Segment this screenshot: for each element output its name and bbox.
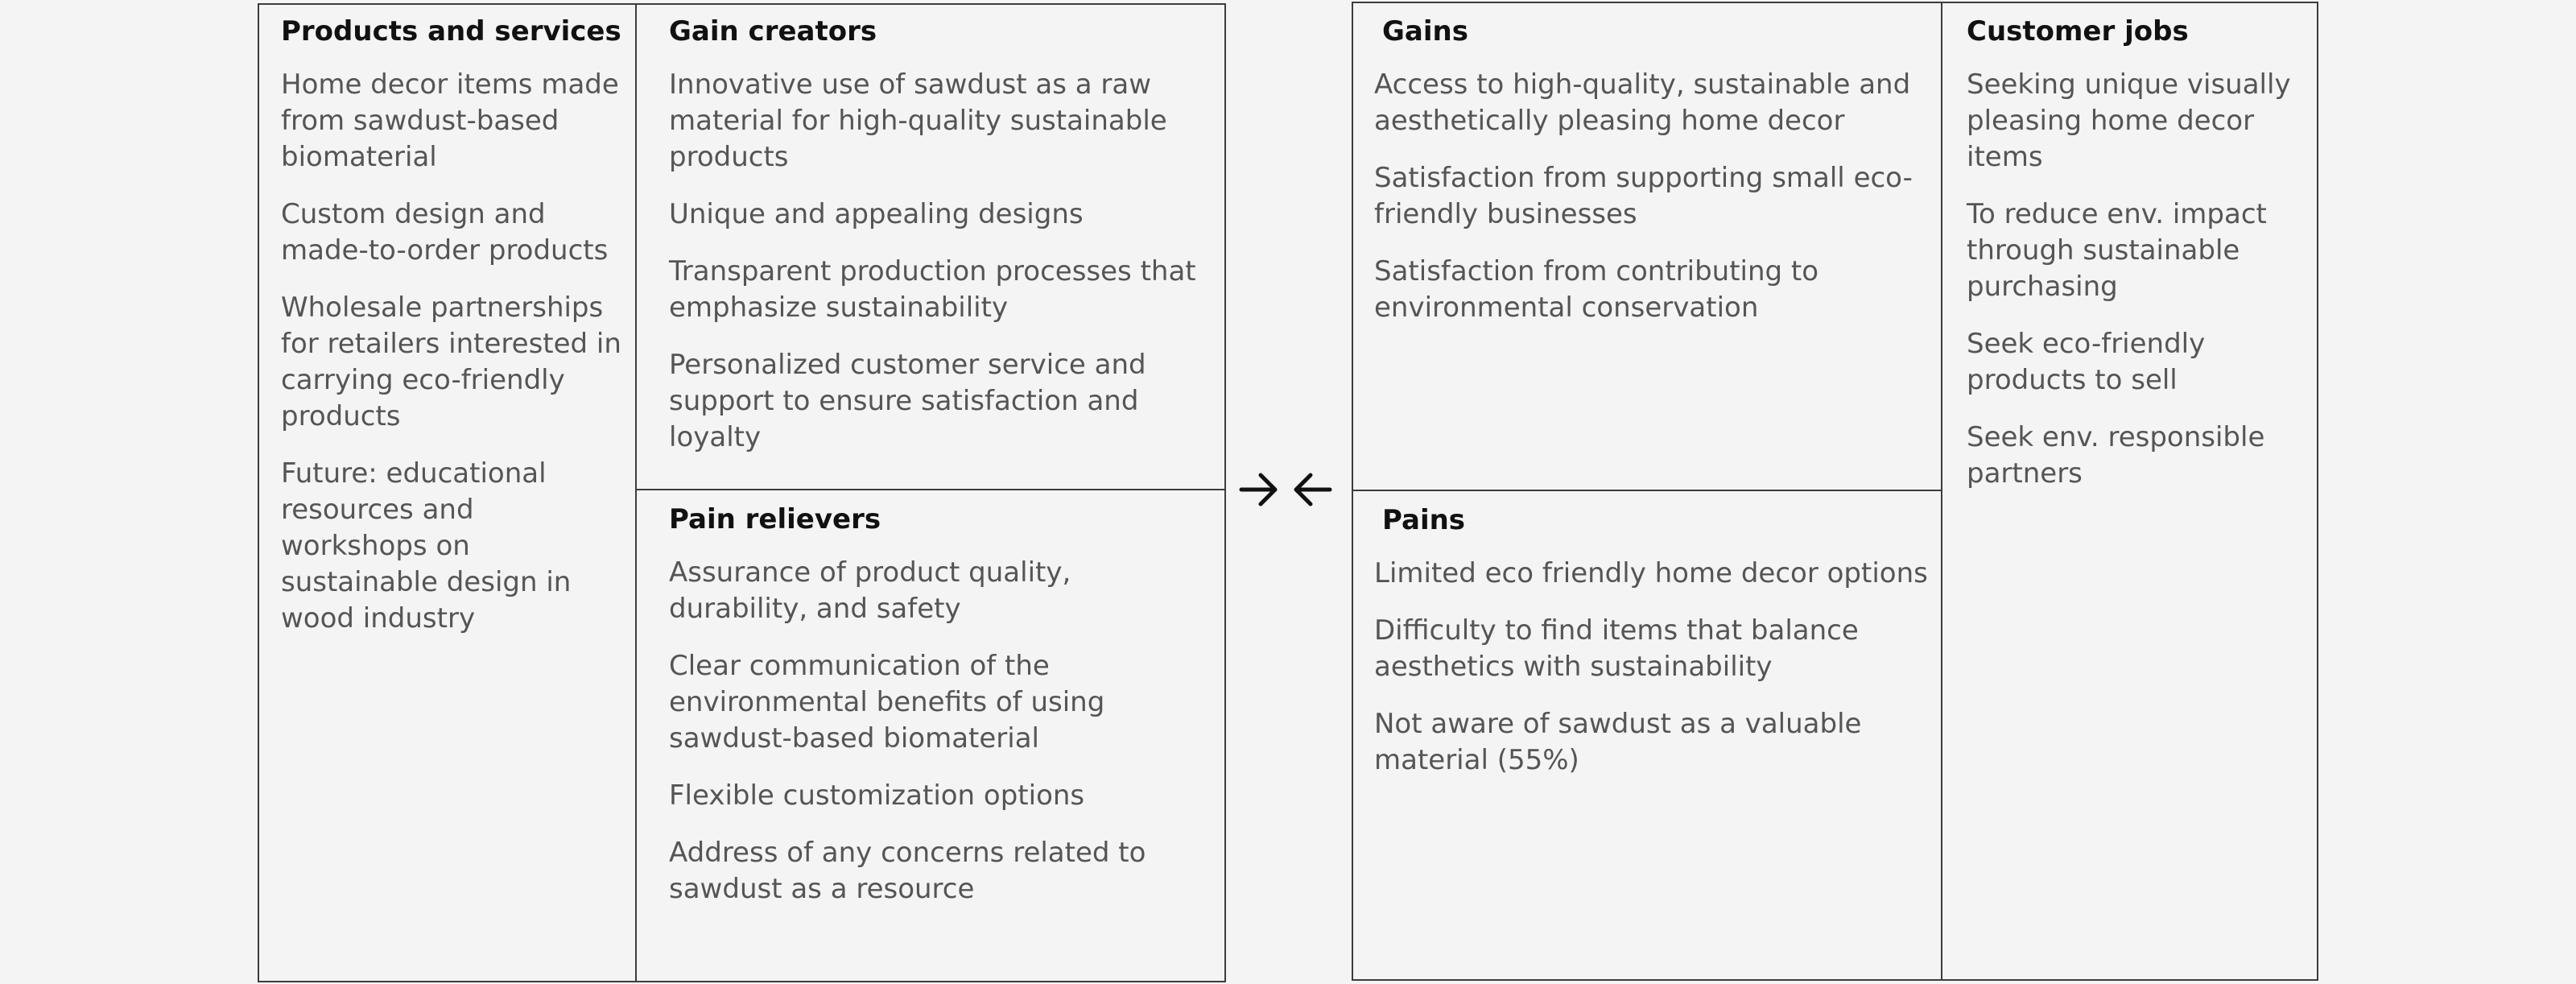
arrow-right-icon <box>1241 475 1275 504</box>
gains-title: Gains <box>1382 15 1468 48</box>
list-item: Wholesale partnerships for retailers interested in carrying eco-friendly products <box>281 291 621 432</box>
list-item: Unique and appealing designs <box>669 198 1084 230</box>
list-item: Home decor items made from sawdust-based biomaterial <box>281 68 619 173</box>
list-item: Assurance of product quality, durability, and safety <box>669 556 1071 625</box>
list-item: Limited eco friendly home decor options <box>1374 557 1928 589</box>
pains-title: Pains <box>1382 504 1466 536</box>
customer-jobs-list <box>1967 67 2310 492</box>
list-item: Clear communication of the environmental benefits of using sawdust-based biomaterial <box>669 650 1105 755</box>
products-and-services-title: Products and services <box>281 15 621 48</box>
gain-creators-section <box>669 15 1216 477</box>
pain-relievers-section <box>669 503 1216 928</box>
list-item: Seek eco-friendly products to sell <box>1967 328 2206 396</box>
pain-relievers-list <box>669 555 1216 908</box>
list-item: Innovative use of sawdust as a raw material for high-quality sustainable products <box>669 68 1167 173</box>
pain-relievers-title: Pain relievers <box>669 503 881 535</box>
list-item: Custom design and made-to-order products <box>281 198 609 267</box>
customer-jobs-section <box>1967 15 2310 513</box>
list-item: Future: educational resources and workshops on sustainable design in wood industry <box>281 457 572 635</box>
list-item: Not aware of sawdust as a valuable material (55%) <box>1374 708 1862 776</box>
list-item: Personalized customer service and support to ensure satisfaction and loyalty <box>669 349 1146 453</box>
customer-profile-vertical-divider <box>1941 2 1942 981</box>
list-item: Seek env. responsible partners <box>1967 421 2265 490</box>
list-item: Satisfaction from supporting small eco-friendly businesses <box>1374 162 1913 230</box>
gains-section <box>1374 15 1934 347</box>
arrow-left-icon <box>1296 475 1330 504</box>
pains-section <box>1374 504 1934 800</box>
value-map-vertical-divider <box>635 3 637 982</box>
gains-list <box>1374 67 1934 326</box>
pains-list <box>1374 556 1934 779</box>
customer-profile-horizontal-divider <box>1353 490 1942 491</box>
value-map-horizontal-divider <box>635 489 1225 490</box>
products-and-services-list <box>281 67 627 637</box>
list-item: Transparent production processes that emphasize sustainability <box>669 255 1196 324</box>
products-and-services-section <box>281 15 627 658</box>
fit-arrows <box>1227 465 1344 514</box>
list-item: Access to high-quality, sustainable and aesthetically pleasing home decor <box>1374 68 1911 137</box>
gain-creators-list <box>669 67 1216 456</box>
list-item: Flexible customization options <box>669 779 1085 812</box>
list-item: Satisfaction from contributing to environmental conservation <box>1374 255 1819 324</box>
list-item: Seeking unique visually pleasing home decor items <box>1967 68 2291 173</box>
list-item: To reduce env. impact through sustainable purchasing <box>1967 198 2267 303</box>
list-item: Difficulty to find items that balance aesthetics with sustainability <box>1374 614 1859 683</box>
gain-creators-title: Gain creators <box>669 15 877 48</box>
customer-jobs-title: Customer jobs <box>1967 15 2189 48</box>
list-item: Address of any concerns related to sawdust as a resource <box>669 837 1146 905</box>
